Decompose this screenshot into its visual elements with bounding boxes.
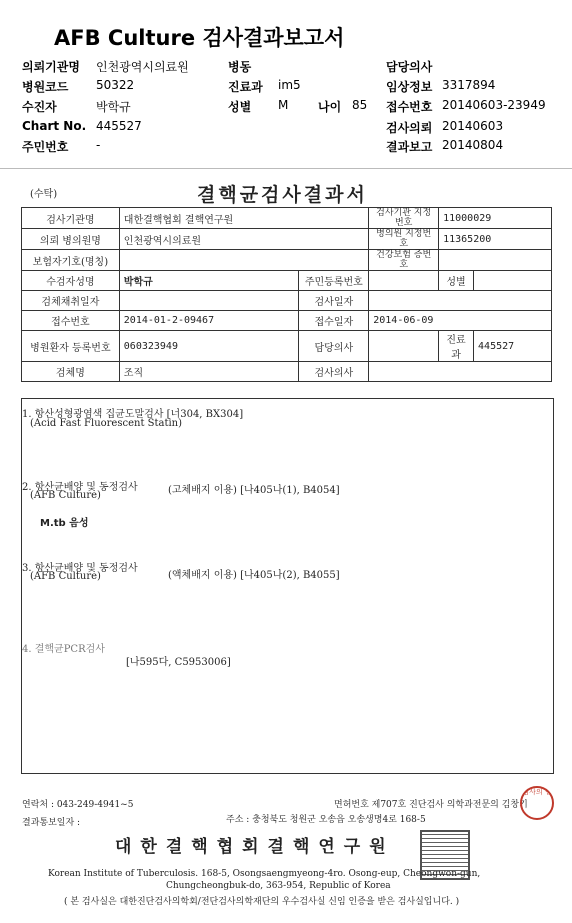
address-line: 주소 : 충청북도 청원군 오송읍 오송생명4로 168-5: [226, 815, 426, 825]
label-requesting-institution: 의뢰기관명: [22, 60, 80, 74]
patient-value: 박학규: [96, 100, 131, 114]
cell-label: 접수일자: [299, 311, 369, 331]
result-item-method: (액체배지 이용) [나405나(2), B4055]: [168, 570, 340, 581]
cell-value: 대한결핵협회 결핵연구원: [119, 208, 368, 229]
cell-value: 조직: [119, 362, 299, 382]
patient-info-table: [21, 207, 552, 382]
label-chart-no: Chart No.: [22, 119, 87, 133]
divider: [0, 168, 572, 169]
report-date-value: 20140804: [442, 138, 504, 152]
label-doctor: 담당의사: [386, 60, 433, 74]
cell-label: 담당의사: [299, 331, 369, 362]
department-value: im5: [278, 78, 301, 92]
label-age: 나이: [318, 100, 342, 114]
table-row: [22, 311, 552, 331]
table-row: [22, 271, 552, 291]
accession-value: 20140603-23949: [442, 98, 546, 112]
sex-value: M: [278, 98, 289, 112]
resident-no-value: -: [96, 138, 101, 152]
table-row: [22, 291, 552, 311]
cell-label: 진료과: [439, 331, 474, 362]
cell-value: 2014-01-2-09467: [119, 311, 299, 331]
label-request-date: 검사의뢰: [386, 121, 433, 135]
label-department: 진료과: [228, 80, 263, 94]
cell-value: 11365200: [439, 229, 552, 250]
cell-label: 검사기관명: [22, 208, 120, 229]
label-sex: 성별: [228, 100, 252, 114]
result-item-method: (고체배지 이용) [나405나(1), B4054]: [168, 485, 340, 496]
result-item-code: [나595다, C5953006]: [126, 657, 231, 668]
cell-label: 병의원 지정번호: [369, 229, 439, 250]
footnote: ( 본 검사실은 대한진단검사의학회/전단검사의학재단의 우수검사실 신임 인증을 받은 검사실입니다. ): [64, 897, 460, 907]
table-row: [22, 331, 552, 362]
result-item-title: 3. 항산균배양 및 동정검사: [22, 563, 138, 574]
cell-label: 검체명: [22, 362, 120, 382]
cell-label: 보험자기호(명칭): [22, 250, 120, 271]
table-row: [22, 229, 552, 250]
label-hospital-code: 병원코드: [22, 80, 69, 94]
notification-date-label: 결과통보일자 :: [22, 818, 81, 828]
requesting-institution-value: 인천광역시의료원: [96, 60, 189, 74]
result-item-title: 2. 항산균배양 및 동정검사: [22, 482, 138, 493]
english-address-line-1: Korean Institute of Tuberculosis. 168-5, Osongsaengmyeong-4ro. Osong-eup, Cheongwon-gun,: [48, 869, 481, 879]
table-row: [22, 250, 552, 271]
cell-label: 접수번호: [22, 311, 120, 331]
contact-line: 연락처 : 043-249-4941~5: [22, 800, 134, 810]
cell-label: 병원환자 등록번호: [22, 331, 120, 362]
cell-value: 인천광역시의료원: [119, 229, 368, 250]
results-box: [21, 398, 554, 774]
cell-value: [439, 250, 552, 271]
cell-label: 주민등록번호: [299, 271, 369, 291]
cell-label: 건강보험 증번호: [369, 250, 439, 271]
chart-no-value: 445527: [96, 119, 142, 133]
cell-label: 수검자성명: [22, 271, 120, 291]
cell-value: 445527: [474, 331, 552, 362]
cell-label: 검체채취일자: [22, 291, 120, 311]
cell-value: [369, 362, 552, 382]
result-item-title: 1. 항산성형광염색 집균도말검사 [너304, BX304]: [22, 409, 244, 420]
clinical-info-value: 3317894: [442, 78, 496, 92]
hospital-code-value: 50322: [96, 78, 135, 92]
label-patient: 수진자: [22, 100, 57, 114]
document-title: 결핵균검사결과서: [197, 184, 368, 206]
label-resident-no: 주민번호: [22, 140, 69, 154]
result-item-subtitle: (AFB Culture): [30, 571, 101, 582]
age-value: 85: [352, 98, 368, 112]
cell-value: 박학규: [119, 271, 299, 291]
report-title: AFB Culture 검사결과보고서: [54, 26, 345, 50]
table-row: [22, 208, 552, 229]
result-item-title: 4. 결핵균PCR검사: [22, 644, 105, 655]
label-ward: 병동: [228, 60, 252, 74]
english-address-line-2: Chungcheongbuk-do, 363-954, Republic of Korea: [166, 881, 391, 891]
cell-label: 의뢰 병의원명: [22, 229, 120, 250]
consignment-mark: (수탁): [30, 189, 58, 200]
cell-value: [369, 331, 439, 362]
cell-value: [369, 291, 552, 311]
result-value: M.tb 음성: [40, 518, 89, 529]
label-clinical-info: 임상정보: [386, 80, 433, 94]
cell-value: [119, 250, 368, 271]
cell-value: 2014-06-09: [369, 311, 552, 331]
cell-value: [119, 291, 299, 311]
cell-value: 060323949: [119, 331, 299, 362]
cell-value: 11000029: [439, 208, 552, 229]
result-item-subtitle: (AFB Culture): [30, 490, 101, 501]
label-accession: 접수번호: [386, 100, 433, 114]
table-row: [22, 362, 552, 382]
result-item-subtitle: (Acid Fast Fluorescent Statin): [30, 418, 183, 429]
cell-label: 검사일자: [299, 291, 369, 311]
cell-value: [369, 271, 439, 291]
cell-label: 검사기관 지정번호: [369, 208, 439, 229]
cell-value: [474, 271, 552, 291]
red-seal-icon: 검사의 인: [520, 786, 554, 820]
request-date-value: 20140603: [442, 119, 504, 133]
label-report-date: 결과보고: [386, 140, 433, 154]
license-line: 면허번호 제707호 진단검사 의학과전문의 김창기: [334, 800, 528, 810]
institution-name: 대한결핵협회결핵연구원: [115, 837, 395, 857]
cell-label: 검사의사: [299, 362, 369, 382]
cell-label: 성별: [439, 271, 474, 291]
